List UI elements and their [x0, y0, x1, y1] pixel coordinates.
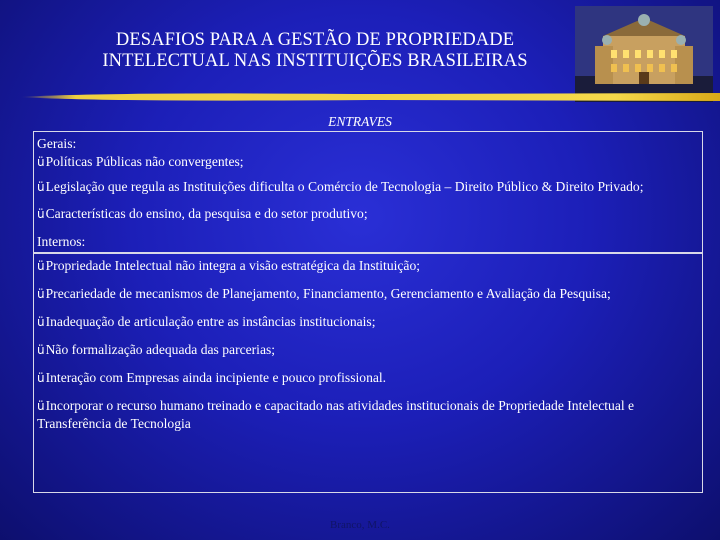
gold-divider	[20, 90, 720, 104]
check-icon: ü	[37, 180, 45, 194]
building-image	[575, 6, 713, 102]
gerais-label: Gerais:	[37, 136, 77, 151]
list-item: üNão formalização adequada das parcerias;	[37, 342, 276, 357]
list-item: üPropriedade Intelectual não integra a visão estratégica da Instituição;	[37, 258, 421, 273]
check-icon: ü	[37, 259, 45, 273]
check-icon: ü	[37, 343, 45, 357]
check-icon: ü	[37, 287, 45, 301]
list-item: üInteração com Empresas ainda incipiente e pouco profissional.	[37, 370, 387, 385]
check-icon: ü	[37, 371, 45, 385]
check-icon: ü	[37, 399, 45, 413]
list-item: üPolíticas Públicas não convergentes;	[37, 154, 244, 169]
list-item: üIncorporar o recurso humano treinado e capacitado nas atividades institucionais de Propriedade Intelectual e Transferência de Tecnologia	[37, 398, 635, 431]
check-icon: ü	[37, 315, 45, 329]
internos-label: Internos:	[37, 234, 86, 249]
list-item: üLegislação que regula as Instituições dificulta o Comércio de Tecnologia – Direito Público & Direito Privado;	[37, 179, 644, 194]
list-item: üCaracterísticas do ensino, da pesquisa e do setor produtivo;	[37, 206, 368, 221]
building-photo	[575, 6, 713, 102]
check-icon: ü	[37, 155, 45, 169]
title-line-1: DESAFIOS PARA A GESTÃO DE PROPRIEDADE	[115, 30, 515, 50]
slide-title	[40, 30, 590, 72]
list-item: üPrecariedade de mecanismos de Planejamento, Financiamento, Gerenciamento e Avaliação da Pesquisa;	[37, 286, 611, 301]
check-icon: ü	[37, 207, 45, 221]
gerais-section	[37, 135, 677, 223]
section-subtitle: ENTRAVES	[328, 114, 392, 129]
internos-section	[37, 233, 677, 433]
list-item: üInadequação de articulação entre as instâncias institucionais;	[37, 314, 376, 329]
slide-content	[37, 135, 677, 433]
title-line-2: INTELECTUAL NAS INSTITUIÇÕES BRASILEIRAS	[102, 51, 528, 71]
footer-credit: Branco, M.C.	[330, 519, 390, 531]
